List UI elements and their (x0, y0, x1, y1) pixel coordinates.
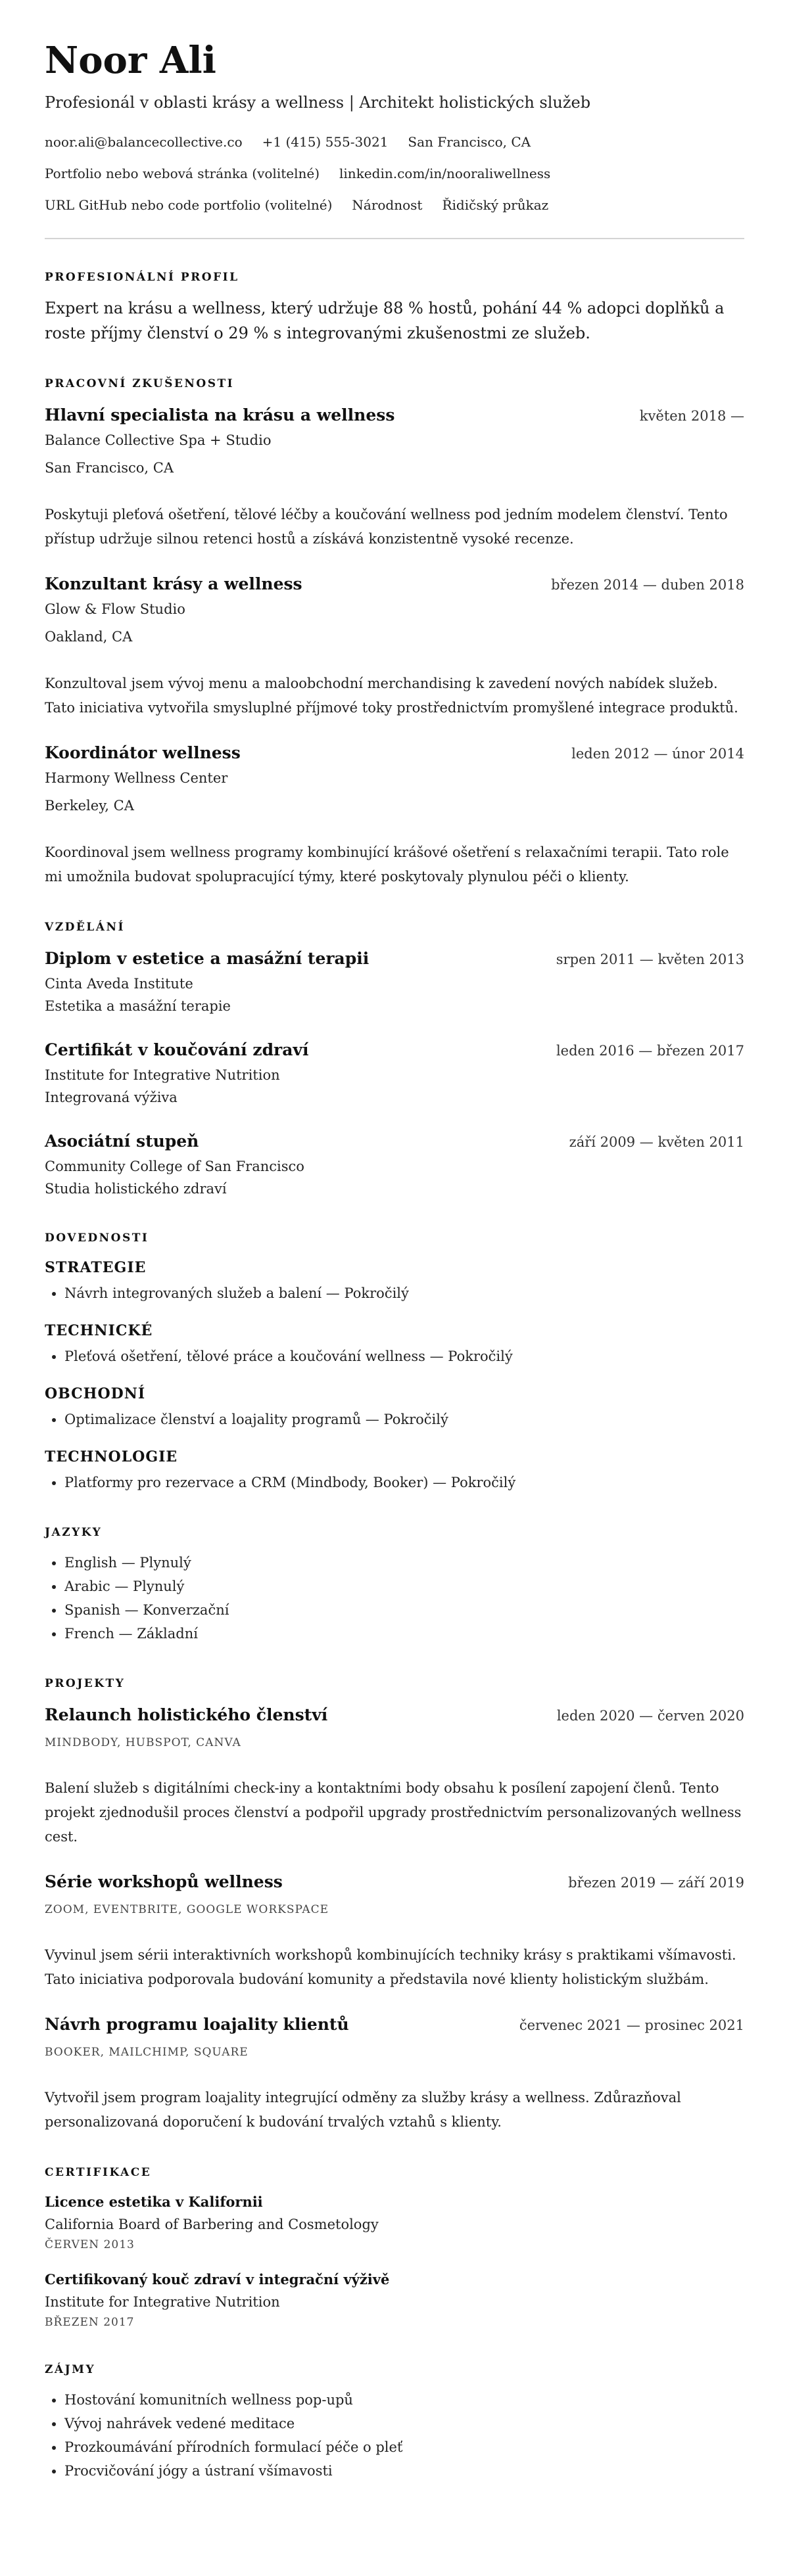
candidate-tagline: Profesionál v oblasti krásy a wellness | Architekt holistických služeb (45, 93, 591, 112)
job-title: Hlavní specialista na krásu a wellness (45, 405, 395, 425)
skill-item: • Návrh integrovaných služeb a balení — Pokročilý (64, 1281, 744, 1305)
job-dates: březen 2014 — duben 2018 (551, 577, 744, 593)
job-location: Oakland, CA (45, 629, 133, 645)
job-title: Koordinátor wellness (45, 743, 241, 762)
education-entry (45, 946, 744, 1017)
skill-category: OBCHODNÍ (45, 1385, 146, 1402)
project-title: Návrh programu loajality klientů (45, 2015, 349, 2034)
degree-school: Cinta Aveda Institute (45, 976, 193, 992)
project-title: Série workshopů wellness (45, 1872, 283, 1891)
skill-list (45, 1281, 744, 1305)
certification-date: BŘEZEN 2017 (45, 2316, 135, 2329)
education-entry (45, 1128, 744, 1200)
certification-issuer: California Board of Barbering and Cosmetology (45, 2217, 379, 2232)
language-item: • Arabic — Plynulý (64, 1575, 744, 1598)
certifications-section (45, 2163, 744, 2332)
job-company: Harmony Wellness Center (45, 770, 228, 786)
job-company: Balance Collective Spa + Studio (45, 432, 272, 448)
project-dates: březen 2019 — září 2019 (568, 1875, 744, 1891)
section-title-languages: JAZYKY (45, 1526, 103, 1539)
contact-phone[interactable]: +1 (415) 555-3021 (262, 134, 389, 150)
job-dates: leden 2012 — únor 2014 (571, 746, 744, 762)
job-company: Glow & Flow Studio (45, 601, 185, 617)
section-title-skills: DOVEDNOSTI (45, 1231, 149, 1245)
contact-row-primary (45, 126, 744, 158)
degree-field: Integrovaná výživa (45, 1090, 178, 1105)
project-tech: ZOOM, EVENTBRITE, GOOGLE WORKSPACE (45, 1903, 329, 1916)
project-title: Relaunch holistického členství (45, 1705, 328, 1724)
project-description: Vytvořil jsem program loajality integrující odměny za služby krásy a wellness. Zdůrazňoval personalizovaná doporučení k budování trvalých vztahů s klienty. (45, 2090, 681, 2130)
section-title-interests: ZÁJMY (45, 2363, 96, 2376)
certification-name: Licence estetika v Kalifornii (45, 2194, 263, 2210)
degree-dates: srpen 2011 — květen 2013 (556, 952, 744, 967)
language-item: • English — Plynulý (64, 1551, 744, 1575)
project-tech: MINDBODY, HUBSPOT, CANVA (45, 1736, 241, 1749)
contact-github[interactable]: URL GitHub nebo code portfolio (volitelné) (45, 197, 333, 213)
interest-item: • Hostování komunitních wellness pop-upů (64, 2388, 744, 2412)
degree-field: Studia holistického zdraví (45, 1181, 227, 1197)
contact-email[interactable]: noor.ali@balancecollective.co (45, 134, 243, 150)
language-item: • Spanish — Konverzační (64, 1598, 744, 1622)
contact-row-extra (45, 189, 744, 221)
job-description: Koordinoval jsem wellness programy kombinující krášové ošetření s relaxačními terapii. Tato role mi umožnila budovat spolupracující týmy, které poskytovaly plynulou péči o klienty. (45, 844, 729, 885)
certification-issuer: Institute for Integrative Nutrition (45, 2294, 280, 2310)
project-description: Vyvinul jsem sérii interaktivních workshopů kombinujících techniky krásy s praktikami všímavosti. Tato iniciativa podporovala budování komunity a představila nové klienty holistickým službám. (45, 1947, 736, 1987)
language-item: • French — Základní (64, 1622, 744, 1645)
experience-section (45, 375, 744, 889)
project-description: Balení služeb s digitálními check-iny a kontaktními body obsahu k posílení zapojení členů. Tento projekt zjednodušil proces členství a podpořil upgrady prostřednictvím personalizovaných wellness cest. (45, 1780, 742, 1845)
skill-list (45, 1408, 744, 1431)
skill-list (45, 1471, 744, 1494)
degree-title: Certifikát v koučování zdraví (45, 1040, 309, 1059)
project-dates: červenec 2021 — prosinec 2021 (519, 2017, 744, 2033)
certification-entry (45, 2191, 744, 2254)
job-location: San Francisco, CA (45, 460, 174, 476)
skill-category: TECHNICKÉ (45, 1322, 153, 1339)
section-title-profile: PROFESIONÁLNÍ PROFIL (45, 271, 239, 284)
interest-list (45, 2388, 744, 2483)
language-list (45, 1551, 744, 1645)
experience-entry (45, 571, 744, 720)
degree-dates: září 2009 — květen 2011 (569, 1134, 744, 1150)
job-dates: květen 2018 — (639, 408, 744, 424)
skill-category: STRATEGIE (45, 1259, 147, 1276)
degree-school: Community College of San Francisco (45, 1159, 304, 1174)
degree-school: Institute for Integrative Nutrition (45, 1067, 280, 1083)
certification-name: Certifikovaný kouč zdraví v integrační výživě (45, 2271, 390, 2288)
skill-item: • Platformy pro rezervace a CRM (Mindbody, Booker) — Pokročilý (64, 1471, 744, 1494)
contact-location: San Francisco, CA (408, 134, 531, 150)
skills-section (45, 1229, 744, 1494)
section-title-experience: PRACOVNÍ ZKUŠENOSTI (45, 377, 235, 390)
degree-field: Estetika a masážní terapie (45, 998, 231, 1014)
experience-entry (45, 402, 744, 551)
contact-nationality: Národnost (352, 197, 423, 213)
profile-summary: Expert na krásu a wellness, který udržuje 88 % hostů, pohání 44 % adopci doplňků a roste příjmy členství o 29 % s integrovanými zkušenostmi ze služeb. (45, 299, 725, 342)
skill-list (45, 1345, 744, 1368)
profile-section (45, 268, 744, 346)
job-description: Konzultoval jsem vývoj menu a maloobchodní merchandising k zavedení nových nabídek služeb. Tato iniciativa vytvořila smysluplné příjmové toky prostřednictvím promyšlené integrace produktů. (45, 676, 738, 716)
certification-entry (45, 2268, 744, 2332)
degree-title: Diplom v estetice a masážní terapii (45, 949, 370, 968)
project-entry (45, 1702, 744, 1849)
interest-item: • Procvičování jógy a ústraní všímavosti (64, 2459, 744, 2483)
header-divider (45, 238, 744, 239)
section-title-certifications: CERTIFIKACE (45, 2166, 152, 2179)
contact-row-links (45, 158, 744, 189)
certification-date: ČERVEN 2013 (45, 2238, 135, 2251)
education-entry (45, 1037, 744, 1109)
job-location: Berkeley, CA (45, 798, 134, 814)
skill-item: • Optimalizace členství a loajality programů — Pokročilý (64, 1408, 744, 1431)
project-entry (45, 2012, 744, 2134)
interest-item: • Vývoj nahrávek vedené meditace (64, 2412, 744, 2435)
education-section (45, 918, 744, 1200)
contact-driving-licence: Řidičský průkaz (442, 197, 549, 213)
skill-category: TECHNOLOGIE (45, 1448, 178, 1465)
degree-dates: leden 2016 — březen 2017 (556, 1043, 744, 1059)
skill-item: • Pleťová ošetření, tělové práce a koučování wellness — Pokročilý (64, 1345, 744, 1368)
project-dates: leden 2020 — červen 2020 (556, 1708, 744, 1724)
section-title-education: VZDĚLÁNÍ (45, 921, 125, 934)
contact-portfolio[interactable]: Portfolio nebo webová stránka (volitelné) (45, 166, 320, 181)
candidate-name: Noor Ali (45, 39, 216, 82)
section-title-projects: PROJEKTY (45, 1677, 126, 1690)
projects-section (45, 1674, 744, 2134)
job-title: Konzultant krásy a wellness (45, 574, 302, 593)
experience-entry (45, 740, 744, 889)
interest-item: • Prozkoumávání přírodních formulací péče o pleť (64, 2435, 744, 2459)
project-tech: BOOKER, MAILCHIMP, SQUARE (45, 2046, 249, 2059)
interests-section (45, 2360, 744, 2483)
languages-section (45, 1523, 744, 1645)
contact-linkedin[interactable]: linkedin.com/in/nooraliwellness (339, 166, 551, 181)
project-entry (45, 1869, 744, 1992)
job-description: Poskytuji pleťová ošetření, tělové léčby a koučování wellness pod jedním modelem členství. Tento přístup udržuje silnou retenci hostů a získává konzistentně vysoké recenze. (45, 507, 728, 547)
degree-title: Asociátní stupeň (45, 1132, 199, 1151)
resume-header (45, 33, 744, 239)
